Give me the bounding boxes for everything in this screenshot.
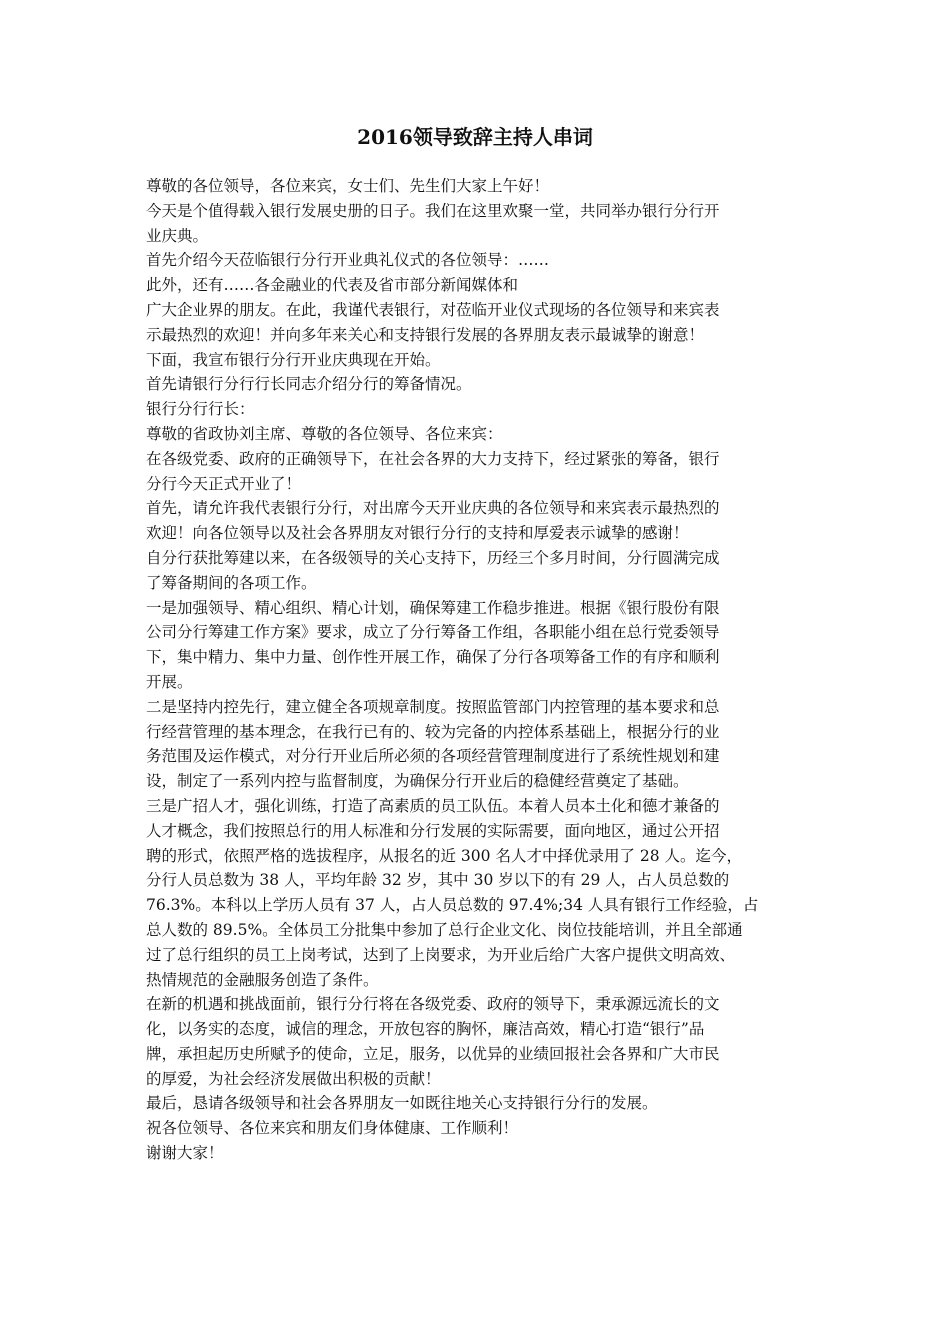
- text-line: 三是广招人才，强化训练，打造了高素质的员工队伍。本着人员本土化和德才兼备的: [146, 796, 720, 815]
- text-line: 设，制定了一系列内控与监督制度，为确保分行开业后的稳健经营奠定了基础。: [146, 772, 689, 791]
- text-line: 热情规范的金融服务创造了条件。: [146, 970, 379, 989]
- text-line: 的厚爱，为社会经济发展做出积极的贡献！: [146, 1069, 441, 1088]
- text-line: 下，集中精力、集中力量、创作性开展工作，确保了分行各项筹备工作的有序和顺利: [146, 648, 720, 667]
- text-line: 在新的机遇和挑战面前，银行分行将在各级党委、政府的领导下，秉承源远流长的文: [146, 995, 720, 1014]
- text-line: 公司分行筹建工作方案》要求，成立了分行筹备工作组，各职能小组在总行党委领导: [146, 623, 720, 642]
- text-line: 首先请银行分行行长同志介绍分行的筹备情况。: [146, 375, 472, 394]
- text-line: 广大企业界的朋友。在此，我谨代表银行，对莅临开业仪式现场的各位领导和来宾表: [146, 300, 720, 319]
- text-line: 下面，我宣布银行分行开业庆典现在开始。: [146, 350, 441, 369]
- text-line: 祝各位领导、各位来宾和朋友们身体健康、工作顺利！: [146, 1119, 519, 1138]
- text-line: 示最热烈的欢迎！并向多年来关心和支持银行发展的各界朋友表示最诚挚的谢意！: [146, 325, 705, 344]
- text-line: 银行分行行长：: [146, 400, 255, 419]
- text-line: 谢谢大家！: [146, 1144, 224, 1163]
- text-line: 76.3%。本科以上学历人员有 37 人，占人员总数的 97.4%;34 人具有银行工作经验，占: [146, 896, 759, 915]
- text-line: 务范围及运作模式，对分行开业后所必须的各项经营管理制度进行了系统性规划和建: [146, 747, 720, 766]
- text-line: 二是坚持内控先行，建立健全各项规章制度。按照监管部门内控管理的基本要求和总: [146, 697, 720, 716]
- document-title: 2016领导致辞主持人串词: [357, 125, 593, 149]
- text-line: 行经营管理的基本理念，在我行已有的、较为完备的内控体系基础上，根据分行的业: [146, 722, 720, 741]
- text-line: 自分行获批筹建以来，在各级领导的关心支持下，历经三个多月时间，分行圆满完成: [146, 548, 720, 567]
- text-line: 分行人员总数为 38 人，平均年龄 32 岁，其中 30 岁以下的有 29 人，占人员总数的: [146, 871, 730, 890]
- text-line: 今天是个值得载入银行发展史册的日子。我们在这里欢聚一堂，共同举办银行分行开: [146, 201, 720, 220]
- text-line: 一是加强领导、精心组织、精心计划，确保筹建工作稳步推进。根据《银行股份有限: [146, 598, 720, 617]
- text-line: 开展。: [146, 672, 193, 691]
- text-line: 业庆典。: [146, 226, 209, 245]
- text-line: 最后，恳请各级领导和社会各界朋友一如既往地关心支持银行分行的发展。: [146, 1094, 658, 1113]
- text-line: 尊敬的省政协刘主席、尊敬的各位领导、各位来宾：: [146, 424, 503, 443]
- text-line: 首先，请允许我代表银行分行，对出席今天开业庆典的各位领导和来宾表示最热烈的: [146, 499, 720, 518]
- text-line: 首先介绍今天莅临银行分行开业典礼仪式的各位领导：……: [146, 251, 550, 270]
- text-line: 人才概念，我们按照总行的用人标准和分行发展的实际需要，面向地区，通过公开招: [146, 821, 720, 840]
- text-line: 在各级党委、政府的正确领导下，在社会各界的大力支持下，经过紧张的筹备，银行: [146, 449, 720, 468]
- text-line: 分行今天正式开业了！: [146, 474, 302, 493]
- text-line: 牌，承担起历史所赋予的使命，立足，服务，以优异的业绩回报社会各界和广大市民: [146, 1044, 720, 1063]
- text-line: 化，以务实的态度，诚信的理念，开放包容的胸怀，廉洁高效，精心打造“银行”品: [146, 1020, 705, 1039]
- text-line: 过了总行组织的员工上岗考试，达到了上岗要求，为开业后给广大客户提供文明高效、: [146, 945, 736, 964]
- document-body: [146, 174, 818, 1166]
- text-line: 总人数的 89.5%。全体员工分批集中参加了总行企业文化、岗位技能培训，并且全部通: [146, 920, 743, 939]
- text-line: 欢迎！向各位领导以及社会各界朋友对银行分行的支持和厚爱表示诚挚的感谢！: [146, 524, 689, 543]
- text-line: 尊敬的各位领导，各位来宾，女士们、先生们大家上午好！: [146, 177, 550, 195]
- text-line: 聘的形式，依照严格的选拔程序，从报名的近 300 名人才中择优录用了 28 人。迄今，: [146, 846, 743, 865]
- text-line: 了筹备期间的各项工作。: [146, 573, 317, 592]
- text-line: 此外，还有……各金融业的代表及省市部分新闻媒体和: [146, 276, 519, 295]
